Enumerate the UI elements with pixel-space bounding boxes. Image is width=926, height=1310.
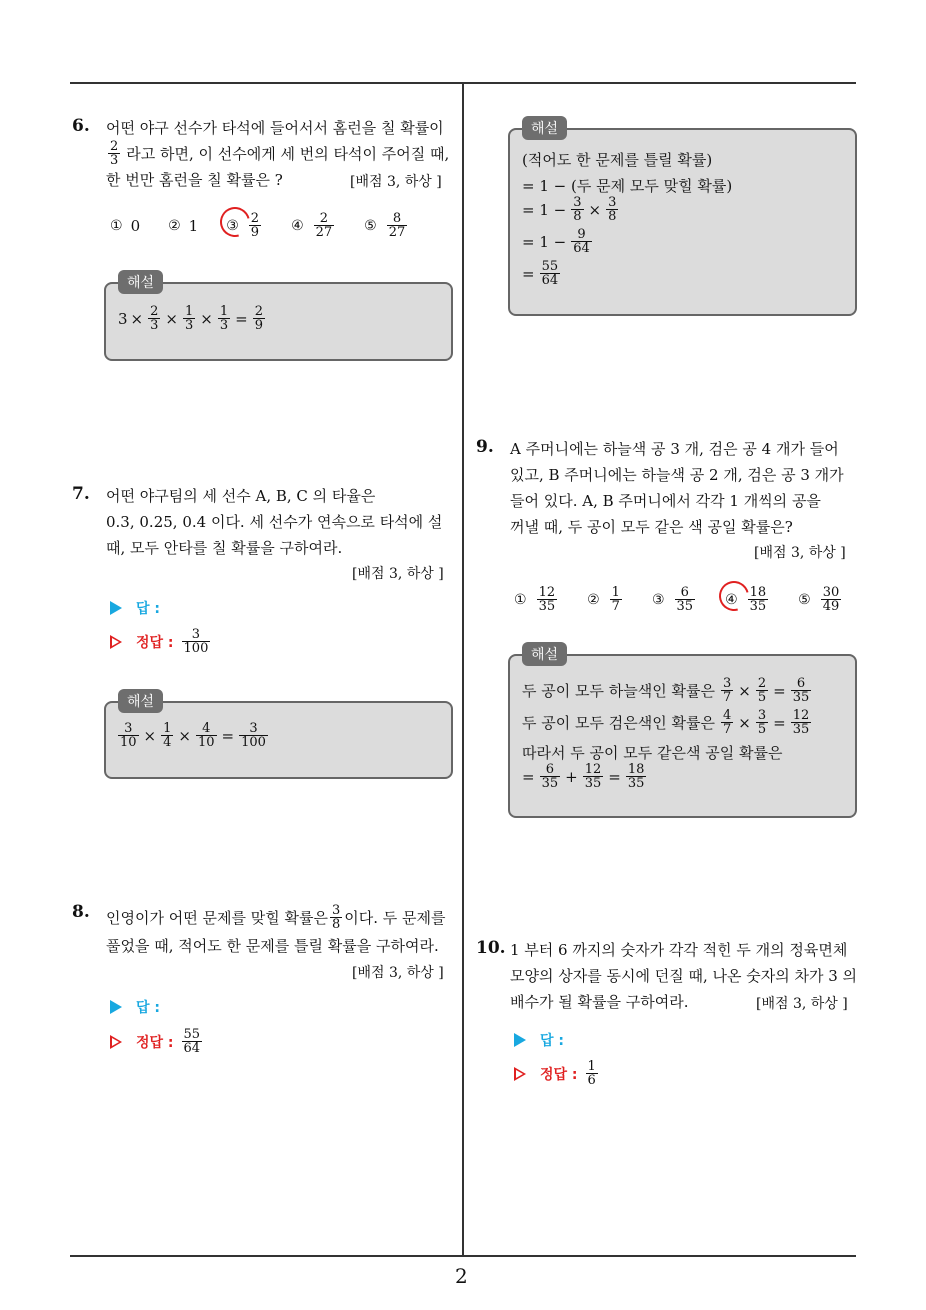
question-8-solution-line2: = 1 − (두 문제 모두 맞힐 확률) [522, 177, 733, 195]
question-10-score: [배점 3, 하상 ] [756, 996, 848, 1012]
play-icon [110, 1000, 122, 1014]
question-7-line1: 어떤 야구팀의 세 선수 A, B, C 의 타율은 [106, 487, 376, 505]
question-9-option-4[interactable]: ④ $\frac{18}{35}$ [725, 586, 770, 613]
question-9-solution-line1: 두 공이 모두 하늘색인 확률은 $\frac{3}{7}$ × $\frac{2}{5}$ = $\frac{6}{35}$ [522, 676, 810, 705]
triangle-outline-icon [110, 1035, 122, 1049]
triangle-outline-icon [514, 1067, 526, 1081]
question-7-answer-row: 답 : [110, 598, 160, 618]
question-8-correct-row: 정답 : $\frac{55}{64}$ [110, 1028, 204, 1055]
question-9-line1: A 주머니에는 하늘색 공 3 개, 검은 공 4 개가 들어 [510, 440, 839, 458]
play-icon [514, 1033, 526, 1047]
question-8-solution-line5: = $\frac{55}{64}$ [522, 259, 559, 288]
question-9-option-5[interactable]: ⑤ $\frac{30}{49}$ [798, 585, 840, 614]
question-9-option-1[interactable]: ① $\frac{12}{35}$ [514, 585, 556, 614]
question-9-option-3[interactable]: ③ $\frac{6}{35}$ [651, 585, 694, 614]
question-6-option-4[interactable]: ④ $\frac{2}{27}$ [291, 211, 333, 240]
question-10-correct-row: 정답 : $\frac{1}{6}$ [514, 1060, 600, 1087]
question-8-line1: 인영이가 어떤 문제를 맞힐 확률은 $\frac{3}{8}$ 이다. 두 문제를 [106, 903, 446, 932]
question-6-solution: 3 × $\frac{2}{3}$ × $\frac{1}{3}$ × $\frac{1}{3}$ = $\frac{2}{9}$ [118, 304, 263, 333]
question-6-option-1[interactable]: ① 0 [110, 216, 141, 235]
question-10-line1: 1 부터 6 까지의 숫자가 각각 적힌 두 개의 정육면체 [510, 941, 848, 959]
question-9-solution-line4: = $\frac{6}{35}$ + $\frac{12}{35}$ = $\frac{18}{35}$ [522, 762, 645, 791]
question-9-number: 9. [476, 437, 494, 457]
question-9-option-2[interactable]: ② $\frac{1}{7}$ [587, 585, 620, 614]
page-number: 2 [455, 1264, 468, 1288]
question-8-solution-line1: (적어도 한 문제를 틀릴 확률) [522, 151, 713, 169]
question-10-line3: 배수가 될 확률을 구하여라. [510, 993, 689, 1011]
column-divider [462, 82, 464, 1257]
question-6-options [110, 212, 437, 239]
question-9-line3: 들어 있다. A, B 주머니에서 각각 1 개씩의 공을 [510, 492, 821, 510]
question-7-line2: 0.3, 0.25, 0.4 이다. 세 선수가 연속으로 타석에 설 [106, 513, 443, 531]
question-7-solution: $\frac{3}{10}$ × $\frac{1}{4}$ × $\frac{4}{10}$ = $\frac{3}{100}$ [120, 721, 266, 750]
question-8-solution-line4: = 1 − $\frac{9}{64}$ [522, 227, 590, 256]
question-9-score: [배점 3, 하상 ] [754, 545, 846, 561]
question-6-line2: $\frac{2}{3}$ 라고 하면, 이 선수에게 세 번의 타석이 주어질 때, [110, 139, 450, 168]
question-6-score: [배점 3, 하상 ] [350, 174, 442, 190]
question-6-option-5[interactable]: ⑤ $\frac{8}{27}$ [364, 211, 406, 240]
question-10-answer-row: 답 : [514, 1030, 564, 1050]
question-6-line1: 어떤 야구 선수가 타석에 들어서서 홈런을 칠 확률이 [106, 119, 444, 137]
question-8-answer-row: 답 : [110, 997, 160, 1017]
question-7-line3: 때, 모두 안타를 칠 확률을 구하여라. [106, 539, 343, 557]
question-9-solution-line3: 따라서 두 공이 모두 같은색 공일 확률은 [522, 744, 783, 762]
question-6-option-2[interactable]: ② 1 [168, 216, 199, 235]
question-9-options [514, 586, 871, 613]
bottom-rule [70, 1255, 856, 1257]
question-7-score: [배점 3, 하상 ] [352, 566, 444, 582]
question-7-correct-row: 정답 : $\frac{3}{100}$ [110, 628, 212, 655]
question-7-correct-answer: $\frac{3}{100}$ [183, 627, 209, 656]
question-8-correct-answer: $\frac{55}{64}$ [183, 1027, 201, 1056]
question-6-fraction: $\frac{2}{3}$ [110, 139, 119, 168]
play-icon [110, 601, 122, 615]
question-6-explanation-tag: 해설 [118, 270, 163, 294]
question-8-solution-line3: = 1 − $\frac{3}{8}$ × $\frac{3}{8}$ [522, 195, 617, 224]
question-8-number: 8. [72, 902, 90, 922]
question-9-line2: 있고, B 주머니에는 하늘색 공 2 개, 검은 공 3 개가 [510, 466, 844, 484]
question-8-score: [배점 3, 하상 ] [352, 965, 444, 981]
question-6-number: 6. [72, 116, 90, 136]
question-9-solution-line2: 두 공이 모두 검은색인 확률은 $\frac{4}{7}$ × $\frac{3}{5}$ = $\frac{12}{35}$ [522, 708, 810, 737]
question-8-line2: 풀었을 때, 적어도 한 문제를 틀릴 확률을 구하여라. [106, 937, 439, 955]
question-6-option-3[interactable]: ③ $\frac{2}{9}$ [226, 212, 263, 239]
question-9-line4: 꺼낼 때, 두 공이 모두 같은 색 공일 확률은? [510, 518, 793, 536]
question-6-line3: 한 번만 홈런을 칠 확률은 ? [106, 171, 283, 189]
question-7-number: 7. [72, 484, 90, 504]
question-8-fraction: $\frac{3}{8}$ [331, 903, 341, 932]
question-8-explanation-tag: 해설 [522, 116, 567, 140]
question-10-number: 10. [476, 938, 506, 958]
triangle-outline-icon [110, 635, 122, 649]
question-10-correct-answer: $\frac{1}{6}$ [587, 1059, 596, 1088]
question-10-line2: 모양의 상자를 동시에 던질 때, 나온 숫자의 차가 3 의 [510, 967, 858, 985]
question-9-explanation-tag: 해설 [522, 642, 567, 666]
question-7-explanation-tag: 해설 [118, 689, 163, 713]
